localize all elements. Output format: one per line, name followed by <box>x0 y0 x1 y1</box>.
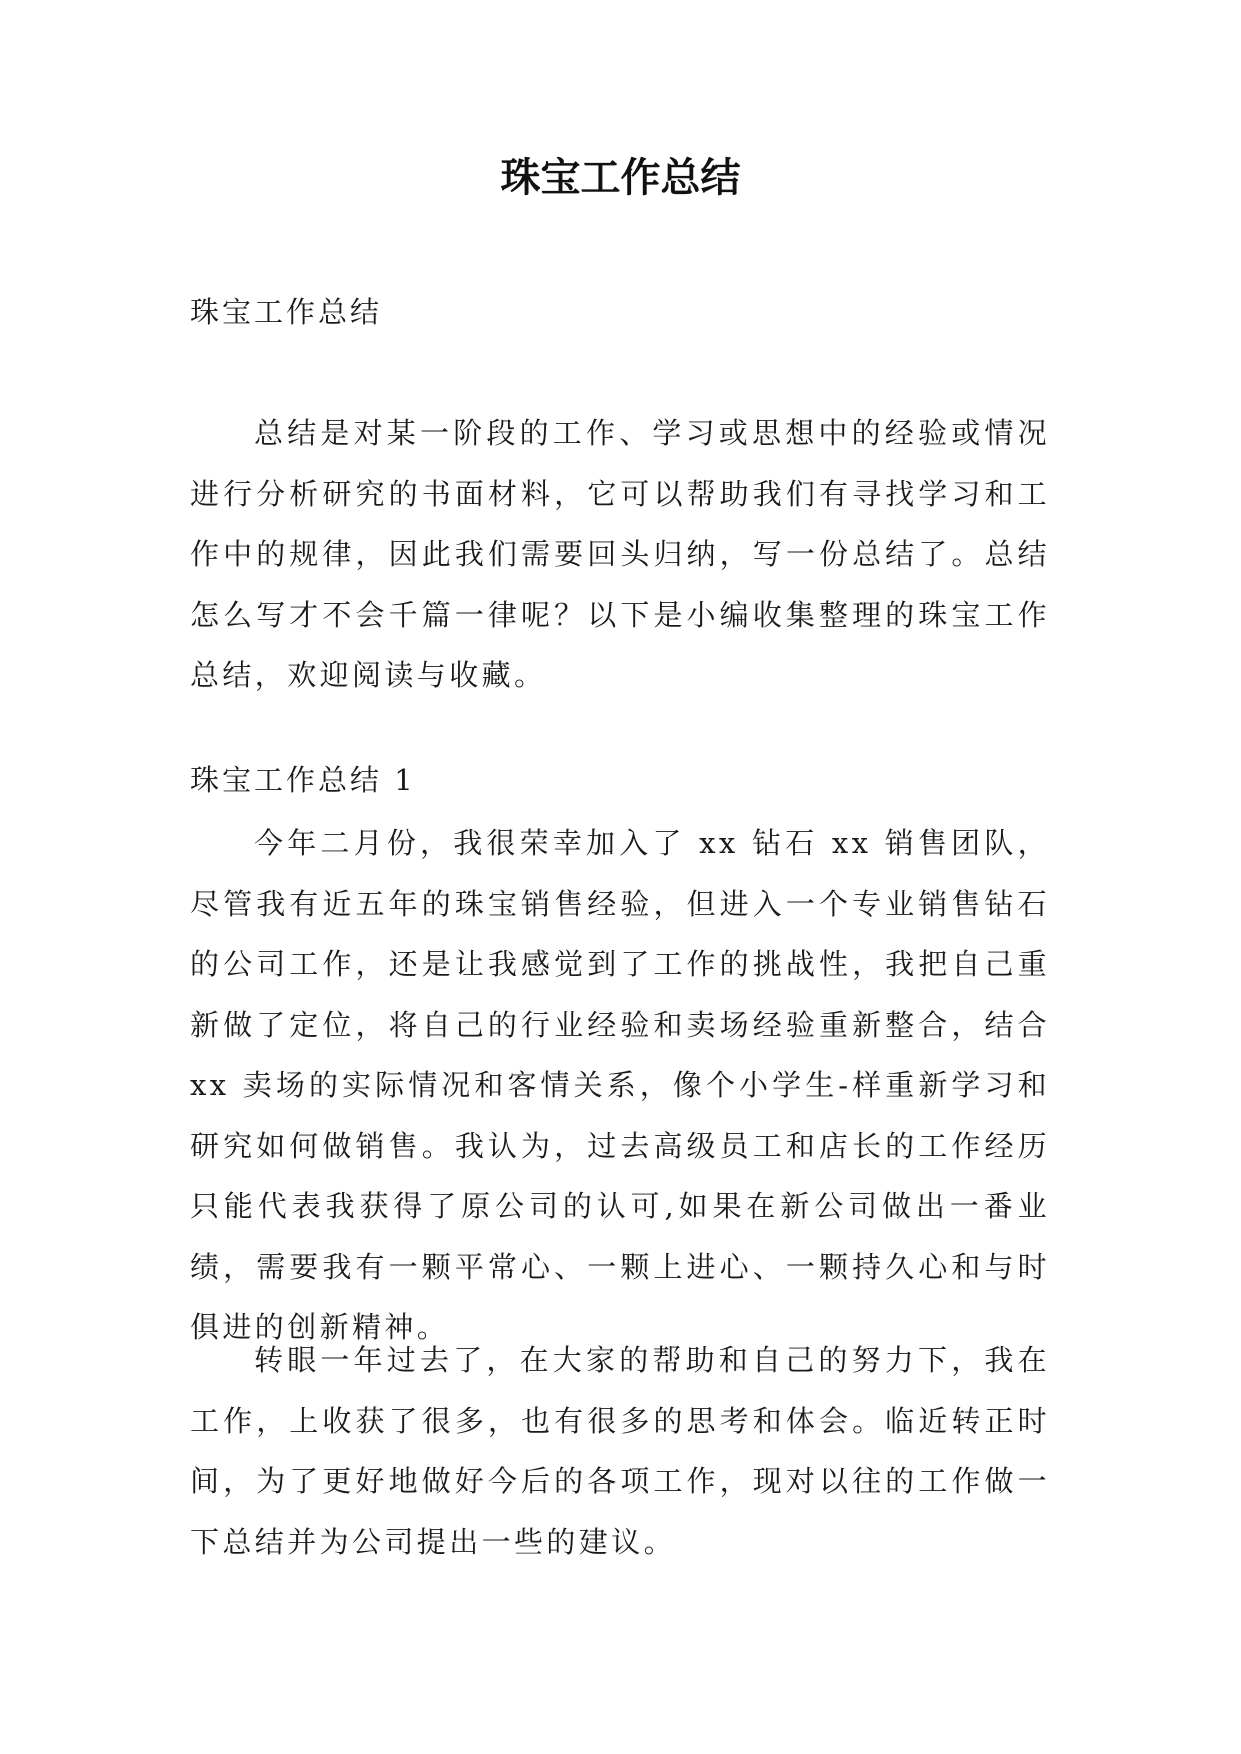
section-heading: 珠宝工作总结 1 <box>190 763 416 797</box>
intro-paragraph: 总结是对某一阶段的工作、学习或思想中的经验或情况进行分析研究的书面材料，它可以帮助我们有寻找学习和工作中的规律，因此我们需要回头归纳，写一份总结了。总结怎么写才不会千篇一律呢？以下是小编收集整理的珠宝工作总结，欢迎阅读与收藏。 <box>190 416 1050 692</box>
document-subtitle: 珠宝工作总结 <box>190 295 383 329</box>
body-paragraph-2: 转眼一年过去了，在大家的帮助和自己的努力下，我在工作，上收获了很多，也有很多的思考和体会。临近转正时间，为了更好地做好今后的各项工作，现对以往的工作做一下总结并为公司提出一些的建议。 <box>190 1343 1050 1559</box>
document-title: 珠宝工作总结 <box>500 155 741 201</box>
body-paragraph-1: 今年二月份，我很荣幸加入了 xx 钻石 xx 销售团队，尽管我有近五年的珠宝销售经验，但进入一个专业销售钻石的公司工作，还是让我感觉到了工作的挑战性，我把自己重新做了定位，将自己的行业经验和卖场经验重新整合，结合 xx 卖场的实际情况和客情关系，像个小学生-样重新学习和研究如何做销售。我认为，过去高级员工和店长的工作经历只能代表我获得了原公司的认可,如果在新公司做出一番业绩，需要我有一颗平常心、一颗上进心、一颗持久心和与时俱进的创新精神。 <box>190 826 1050 1344</box>
